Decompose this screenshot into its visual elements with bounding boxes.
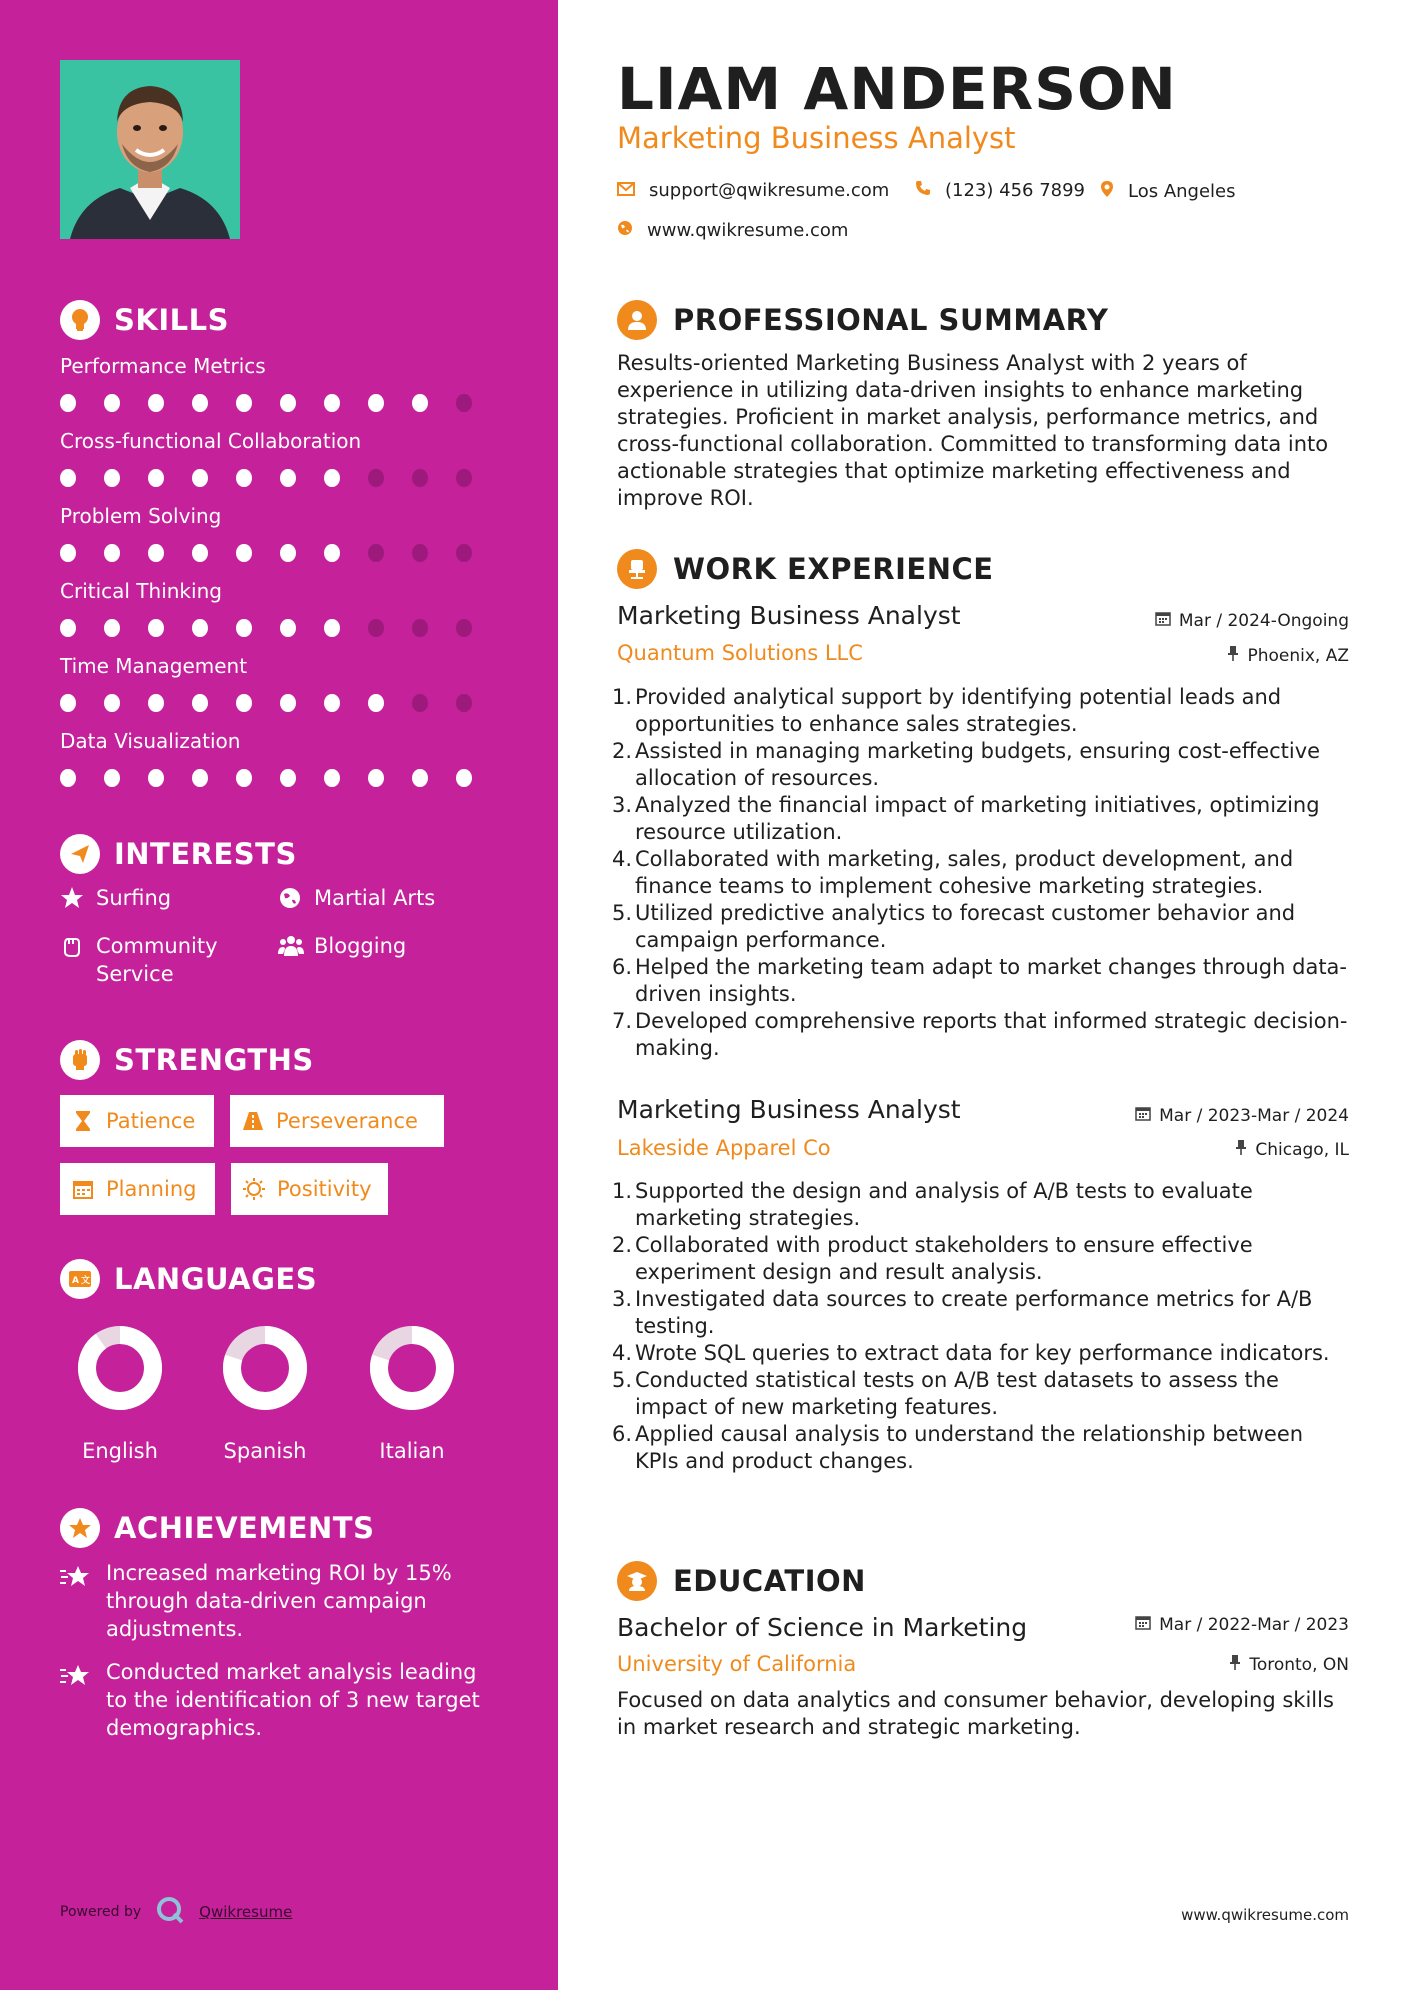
rating-dot-filled <box>324 469 340 487</box>
interests-heading <box>60 834 297 874</box>
contact-email[interactable] <box>617 180 889 201</box>
rating-dot-empty <box>412 619 428 637</box>
rating-dot-filled <box>412 394 428 412</box>
contact-website[interactable] <box>617 220 848 241</box>
rating-dot-filled <box>192 694 208 712</box>
interests-heading-text: INTERESTS <box>114 837 297 871</box>
job-dates-text: Mar / 2024-Ongoing <box>1178 610 1349 631</box>
rating-dot-filled <box>148 469 164 487</box>
language-donut <box>77 1325 163 1411</box>
rating-dot-filled <box>280 394 296 412</box>
skill-item <box>60 427 500 487</box>
responsibility-number: 7. <box>612 1009 633 1033</box>
languages-heading <box>60 1259 317 1299</box>
responsibility-item <box>612 684 1352 738</box>
responsibility-text: Analyzed the financial impact of marketing initiatives, optimizing resource utilization. <box>635 793 1320 844</box>
rating-dot-empty <box>412 694 428 712</box>
responsibility-text: Collaborated with marketing, sales, product development, and finance teams to implement cohesive marketing strategies. <box>635 847 1294 898</box>
responsibility-text: Provided analytical support by identifying potential leads and opportunities to enhance sales strategies. <box>635 685 1282 736</box>
rating-dot-filled <box>104 469 120 487</box>
candidate-role: Marketing Business Analyst <box>617 121 1016 155</box>
responsibility-item <box>612 1367 1352 1421</box>
map-pin-icon <box>1100 180 1114 203</box>
paper-plane-icon <box>60 834 100 874</box>
calendar-icon <box>1135 1614 1151 1635</box>
responsibility-text: Supported the design and analysis of A/B tests to evaluate marketing strategies. <box>635 1179 1253 1230</box>
rating-dot-empty <box>456 469 472 487</box>
job-responsibilities <box>612 1178 1352 1475</box>
strengths-heading <box>60 1040 314 1080</box>
rating-dot-filled <box>148 769 164 787</box>
strength-badge <box>230 1095 444 1147</box>
calendar-icon <box>1155 610 1171 631</box>
responsibility-number: 6. <box>612 1422 633 1446</box>
responsibility-number: 1. <box>612 1179 633 1203</box>
trophy-star-icon <box>60 1508 100 1548</box>
users-icon <box>278 934 302 958</box>
responsibility-item <box>612 1232 1352 1286</box>
skill-item <box>60 652 500 712</box>
rating-dot-filled <box>456 769 472 787</box>
globe-icon <box>617 220 633 241</box>
skill-item <box>60 577 500 637</box>
interest-item <box>60 932 260 988</box>
job-dates <box>1135 1105 1349 1126</box>
pushpin-icon <box>1235 1139 1247 1160</box>
interest-label: Martial Arts <box>314 886 436 910</box>
summary-heading-text: PROFESSIONAL SUMMARY <box>673 303 1109 337</box>
responsibility-text: Developed comprehensive reports that informed strategic decision-making. <box>635 1009 1348 1060</box>
rating-dot-filled <box>104 619 120 637</box>
strength-label: Planning <box>106 1177 197 1201</box>
job-location <box>1235 1139 1349 1160</box>
skill-item <box>60 727 500 787</box>
responsibility-text: Collaborated with product stakeholders to ensure effective experiment design and result analysis. <box>635 1233 1253 1284</box>
skill-rating <box>60 469 500 487</box>
responsibility-item <box>612 738 1352 792</box>
skills-heading <box>60 300 229 340</box>
location-text: Los Angeles <box>1128 181 1236 202</box>
qwikresume-logo-icon <box>155 1895 185 1929</box>
responsibility-text: Utilized predictive analytics to forecast customer behavior and campaign performance. <box>635 901 1296 952</box>
interest-item <box>278 932 406 960</box>
job-title: Marketing Business Analyst <box>617 601 961 630</box>
job-dates-text: Mar / 2023-Mar / 2024 <box>1159 1105 1349 1126</box>
lightbulb-icon <box>60 300 100 340</box>
rating-dot-empty <box>412 469 428 487</box>
rating-dot-filled <box>104 769 120 787</box>
phone-text: (123) 456 7899 <box>945 180 1086 201</box>
language-name: Italian <box>379 1439 445 1463</box>
language-item <box>347 1325 477 1463</box>
responsibility-text: Helped the marketing team adapt to market changes through data-driven insights. <box>635 955 1348 1006</box>
rating-dot-filled <box>324 619 340 637</box>
interest-label: Blogging <box>314 934 407 958</box>
user-icon <box>617 300 657 340</box>
responsibility-number: 5. <box>612 1368 633 1392</box>
hourglass-icon <box>72 1110 94 1132</box>
achievement-item <box>60 1658 490 1742</box>
job-location-text: Chicago, IL <box>1255 1139 1349 1160</box>
interest-item <box>60 884 171 912</box>
responsibility-item <box>612 900 1352 954</box>
contact-phone[interactable] <box>915 180 1085 201</box>
rating-dot-empty <box>368 544 384 562</box>
job-location-text: Phoenix, AZ <box>1247 645 1349 666</box>
rating-dot-filled <box>148 544 164 562</box>
job-title: Marketing Business Analyst <box>617 1095 961 1124</box>
globe-icon <box>278 886 302 910</box>
envelope-icon <box>617 180 635 201</box>
rating-dot-filled <box>324 544 340 562</box>
language-icon <box>60 1259 100 1299</box>
powered-by-label: Powered by <box>60 1904 142 1920</box>
language-donut <box>369 1325 455 1411</box>
rating-dot-filled <box>236 694 252 712</box>
experience-heading <box>617 549 994 589</box>
chair-icon <box>617 549 657 589</box>
skill-name: Time Management <box>60 654 248 678</box>
skill-rating <box>60 544 500 562</box>
donut-fill <box>87 1335 153 1401</box>
contact-location <box>1100 180 1236 203</box>
rating-dot-filled <box>148 694 164 712</box>
rating-dot-filled <box>148 619 164 637</box>
skill-item <box>60 502 500 562</box>
rating-dot-filled <box>236 619 252 637</box>
education-degree: Bachelor of Science in Marketing <box>617 1613 1028 1642</box>
rating-dot-filled <box>368 694 384 712</box>
rating-dot-filled <box>60 694 76 712</box>
rating-dot-filled <box>192 544 208 562</box>
job-responsibilities <box>612 684 1352 1062</box>
achievement-item <box>60 1559 490 1643</box>
rating-dot-filled <box>368 394 384 412</box>
rating-dot-filled <box>236 394 252 412</box>
education-heading <box>617 1561 866 1601</box>
summary-text: Results-oriented Marketing Business Analyst with 2 years of experience in utilizing data-driven insights to enhance marketing strategies. Proficient in market analysis, performance metrics, and cross-functional collaboration. Committed to transforming data into actionable strategies that optimize marketing effectiveness and improve ROI. <box>617 351 1329 510</box>
summary-heading <box>617 300 1108 340</box>
rating-dot-filled <box>104 694 120 712</box>
rating-dot-empty <box>368 469 384 487</box>
rating-dot-empty <box>456 619 472 637</box>
skill-rating <box>60 769 500 787</box>
responsibility-number: 2. <box>612 1233 633 1257</box>
responsibility-item <box>612 792 1352 846</box>
interest-label: Surfing <box>96 886 172 910</box>
rating-dot-empty <box>456 694 472 712</box>
responsibility-item <box>612 1421 1352 1475</box>
rating-dot-filled <box>280 544 296 562</box>
footer-website[interactable]: www.qwikresume.com <box>1181 1906 1349 1924</box>
strength-label: Positivity <box>277 1177 372 1201</box>
road-icon <box>242 1110 264 1132</box>
svg-text:文: 文 <box>81 1276 91 1286</box>
candidate-name: LIAM ANDERSON <box>617 55 1177 123</box>
hand-icon <box>60 934 84 958</box>
skill-rating <box>60 694 500 712</box>
language-donut <box>222 1325 308 1411</box>
strength-label: Patience <box>106 1109 196 1133</box>
rating-dot-filled <box>324 769 340 787</box>
rating-dot-filled <box>280 769 296 787</box>
education-location-text: Toronto, ON <box>1249 1654 1349 1675</box>
responsibility-text: Applied causal analysis to understand the relationship between KPIs and product changes. <box>635 1422 1304 1473</box>
pushpin-icon <box>1227 645 1239 666</box>
rating-dot-filled <box>280 694 296 712</box>
rating-dot-filled <box>60 394 76 412</box>
email-text: support@qwikresume.com <box>649 180 890 201</box>
responsibility-number: 4. <box>612 847 633 871</box>
responsibility-item <box>612 1008 1352 1062</box>
fist-icon <box>60 1040 100 1080</box>
language-name: Spanish <box>223 1439 307 1463</box>
responsibility-item <box>612 846 1352 900</box>
responsibility-text: Assisted in managing marketing budgets, ensuring cost-effective allocation of resources. <box>635 739 1321 790</box>
interest-label: Community Service <box>96 934 218 986</box>
skill-name: Critical Thinking <box>60 579 222 603</box>
job-dates <box>1155 610 1349 631</box>
education-description: Focused on data analytics and consumer behavior, developing skills in market research and strategic marketing. <box>617 1688 1334 1739</box>
responsibility-text: Conducted statistical tests on A/B test datasets to assess the impact of new marketing features. <box>635 1368 1279 1419</box>
rating-dot-filled <box>192 394 208 412</box>
rating-dot-filled <box>192 469 208 487</box>
achievements-heading <box>60 1508 374 1548</box>
responsibility-number: 4. <box>612 1341 633 1365</box>
skill-name: Data Visualization <box>60 729 241 753</box>
education-dates-text: Mar / 2022-Mar / 2023 <box>1159 1614 1349 1635</box>
strength-badge <box>231 1163 388 1215</box>
pushpin-icon <box>1229 1654 1241 1675</box>
education-location <box>1229 1654 1349 1675</box>
strength-label: Perseverance <box>276 1109 418 1133</box>
skill-name: Cross-functional Collaboration <box>60 429 362 453</box>
rating-dot-filled <box>60 544 76 562</box>
strength-badge <box>60 1095 214 1147</box>
language-name: English <box>82 1439 158 1463</box>
rating-dot-filled <box>324 694 340 712</box>
responsibility-item <box>612 1340 1352 1367</box>
achievements-heading-text: ACHIEVEMENTS <box>114 1511 375 1545</box>
responsibility-item <box>612 1178 1352 1232</box>
responsibility-number: 3. <box>612 1287 633 1311</box>
responsibility-number: 1. <box>612 685 633 709</box>
skill-rating <box>60 394 500 412</box>
star-icon <box>60 886 84 910</box>
skill-name: Problem Solving <box>60 504 222 528</box>
rating-dot-filled <box>368 769 384 787</box>
strengths-heading-text: STRENGTHS <box>114 1043 314 1077</box>
shooting-star-icon <box>60 1662 92 1690</box>
skills-heading-text: SKILLS <box>114 303 229 337</box>
website-text: www.qwikresume.com <box>647 220 849 241</box>
rating-dot-empty <box>368 619 384 637</box>
education-heading-text: EDUCATION <box>673 1564 866 1598</box>
achievement-text: Increased marketing ROI by 15% through data-driven campaign adjustments. <box>106 1561 452 1641</box>
skill-item <box>60 352 500 412</box>
powered-by <box>60 1895 292 1929</box>
graduation-cap-icon <box>617 1561 657 1601</box>
education-dates <box>1135 1614 1349 1635</box>
rating-dot-filled <box>236 469 252 487</box>
phone-icon <box>915 180 931 201</box>
job-location <box>1227 645 1349 666</box>
rating-dot-filled <box>236 544 252 562</box>
rating-dot-empty <box>412 544 428 562</box>
language-item <box>55 1325 185 1463</box>
rating-dot-filled <box>60 769 76 787</box>
rating-dot-filled <box>148 394 164 412</box>
sidebar <box>0 0 558 1990</box>
interest-item <box>278 884 435 912</box>
job-company: Quantum Solutions LLC <box>617 641 863 665</box>
rating-dot-empty <box>456 394 472 412</box>
rating-dot-filled <box>412 769 428 787</box>
rating-dot-filled <box>192 769 208 787</box>
rating-dot-filled <box>280 469 296 487</box>
education-school: University of California <box>617 1652 857 1676</box>
svg-text:A: A <box>72 1276 79 1286</box>
rating-dot-filled <box>280 619 296 637</box>
skill-name: Performance Metrics <box>60 354 266 378</box>
strength-badge <box>60 1163 215 1215</box>
responsibility-item <box>612 954 1352 1008</box>
responsibility-text: Wrote SQL queries to extract data for key performance indicators. <box>635 1341 1330 1365</box>
responsibility-number: 2. <box>612 739 633 763</box>
languages-heading-text: LANGUAGES <box>114 1262 318 1296</box>
responsibility-number: 3. <box>612 793 633 817</box>
responsibility-item <box>612 1286 1352 1340</box>
responsibility-text: Investigated data sources to create performance metrics for A/B testing. <box>635 1287 1313 1338</box>
rating-dot-filled <box>60 469 76 487</box>
shooting-star-icon <box>60 1563 92 1591</box>
responsibility-number: 5. <box>612 901 633 925</box>
profile-photo <box>60 60 240 239</box>
rating-dot-filled <box>192 619 208 637</box>
calendar-icon <box>1135 1105 1151 1126</box>
achievement-text: Conducted market analysis leading to the identification of 3 new target demographics. <box>106 1660 480 1740</box>
language-item <box>200 1325 330 1463</box>
job-company: Lakeside Apparel Co <box>617 1136 831 1160</box>
rating-dot-filled <box>104 394 120 412</box>
sun-icon <box>243 1178 265 1200</box>
rating-dot-filled <box>324 394 340 412</box>
rating-dot-filled <box>236 769 252 787</box>
brand-link[interactable]: Qwikresume <box>199 1903 293 1921</box>
skill-rating <box>60 619 500 637</box>
responsibility-number: 6. <box>612 955 633 979</box>
rating-dot-filled <box>60 619 76 637</box>
experience-heading-text: WORK EXPERIENCE <box>673 552 994 586</box>
rating-dot-empty <box>456 544 472 562</box>
calendar-icon <box>72 1178 94 1200</box>
rating-dot-filled <box>104 544 120 562</box>
